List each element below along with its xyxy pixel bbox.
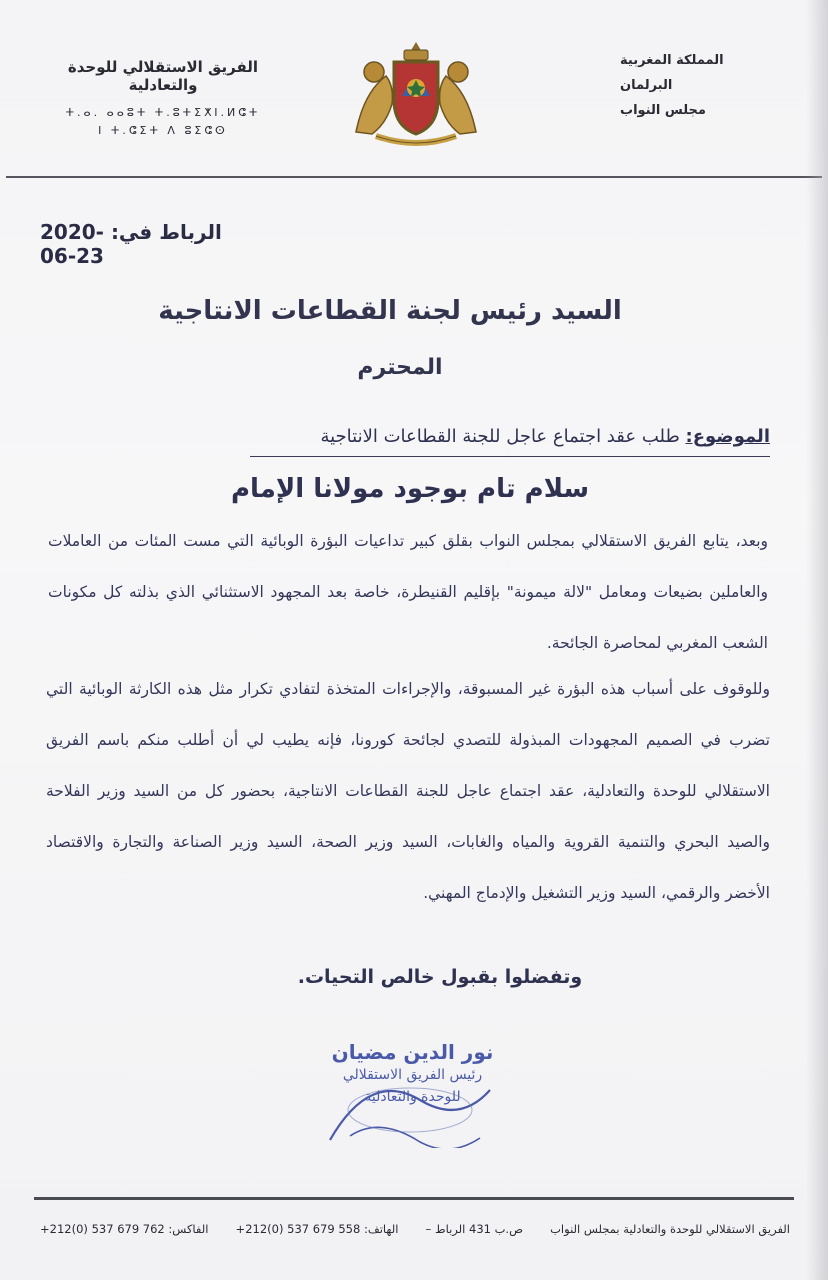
group-name: الفريق الاستقلالي للوحدة والتعادلية (67, 58, 259, 94)
letter-date (40, 220, 250, 268)
signatory-role: رئيس الفريق الاستقلالي (342, 1067, 483, 1083)
footer-party: الفريق الاستقلالي للوحدة والتعادلية بمجلس النواب (550, 1222, 790, 1236)
page-edge-shadow (806, 0, 828, 1280)
footer-phone-label: الهاتف: (363, 1222, 399, 1236)
footer-po-box: ص.ب 431 الرباط – (425, 1222, 523, 1236)
signatory-name: نور الدين مضيان (331, 1040, 494, 1064)
house-label: مجلس النواب (620, 103, 706, 118)
date-value: 2020-06-23 (40, 220, 104, 268)
subject-underline (250, 456, 770, 457)
honorific: المحترم (357, 355, 443, 380)
kingdom-label: المملكة المغربية (620, 53, 724, 68)
body-paragraph-1: وبعد، يتابع الفريق الاستقلالي بمجلس النواب بقلق كبير تداعيات البؤرة الوبائية التي مست المئات من العاملات والعاملين بضيعات ومعامل "لالة ميمونة" بإقليم القنيطرة، خاصة بعد المجهود الاستثنائي الذي بذلته كل مكونات الشعب المغربي لمحاصرة الجائحة. (48, 532, 768, 652)
subject-label: الموضوع: (685, 426, 770, 447)
signatory-block (300, 1040, 525, 1108)
letter-footer (40, 1222, 790, 1236)
footer-phone (236, 1222, 399, 1236)
footer-divider (34, 1197, 794, 1200)
closing-salutation: وتفضلوا بقبول خالص التحيات. (297, 966, 583, 988)
footer-fax-label: الفاكس: (168, 1222, 209, 1236)
morocco-coat-of-arms-icon (346, 36, 486, 148)
header-divider (6, 176, 822, 178)
parliament-label: البرلمان (620, 78, 673, 93)
footer-fax-number: 762 679 537 (0)212+ (40, 1222, 165, 1236)
footer-fax (40, 1222, 208, 1236)
institution-header (620, 48, 790, 123)
subject-text: طلب عقد اجتماع عاجل للجنة القطاعات الانتاجية (320, 426, 680, 447)
greeting: سلام تام بوجود مولانا الإمام (230, 474, 590, 504)
subject-line (210, 426, 770, 447)
parliamentary-group-header (48, 58, 278, 140)
body-paragraph-2: وللوقوف على أسباب هذه البؤرة غير المسبوقة، والإجراءات المتخذة لتفادي تكرار مثل هذه الكارثة الوبائية التي تضرب في الصميم المجهودات المبذولة للتصدي لجائحة كورونا، فإنه يطيب لي أن أطلب منكم باسم الفريق الاستقلالي للوحدة والتعادلية، عقد اجتماع عاجل للجنة القطاعات الانتاجية، بحضور كل من السيد وزير الفلاحة والصيد البحري والتنمية القروية والمياه والغابات، السيد وزير الصحة، السيد وزير الصناعة والتجارة والاقتصاد الأخضر والرقمي، السيد وزير التشغيل والإدماج المهني. (46, 680, 770, 902)
addressee: السيد رئيس لجنة القطاعات الانتاجية (158, 296, 622, 326)
group-name-tifinagh-line2: ⵏ ⵜ.ⵛⵉⵜ ⴷ ⵓⵉⵛⵙ (98, 124, 228, 137)
date-label: الرباط في: (110, 220, 222, 244)
footer-phone-number: 558 679 537 (0)212+ (235, 1222, 361, 1236)
group-name-tifinagh-line1: ⵜ.ⴰ. ⴰⴰⵓⵜ ⵜ.ⵓⵜⵉⵅⵏ.ⵍⵛⵜ (65, 106, 261, 119)
signatory-party: للوحدة والتعادلية (364, 1089, 461, 1105)
